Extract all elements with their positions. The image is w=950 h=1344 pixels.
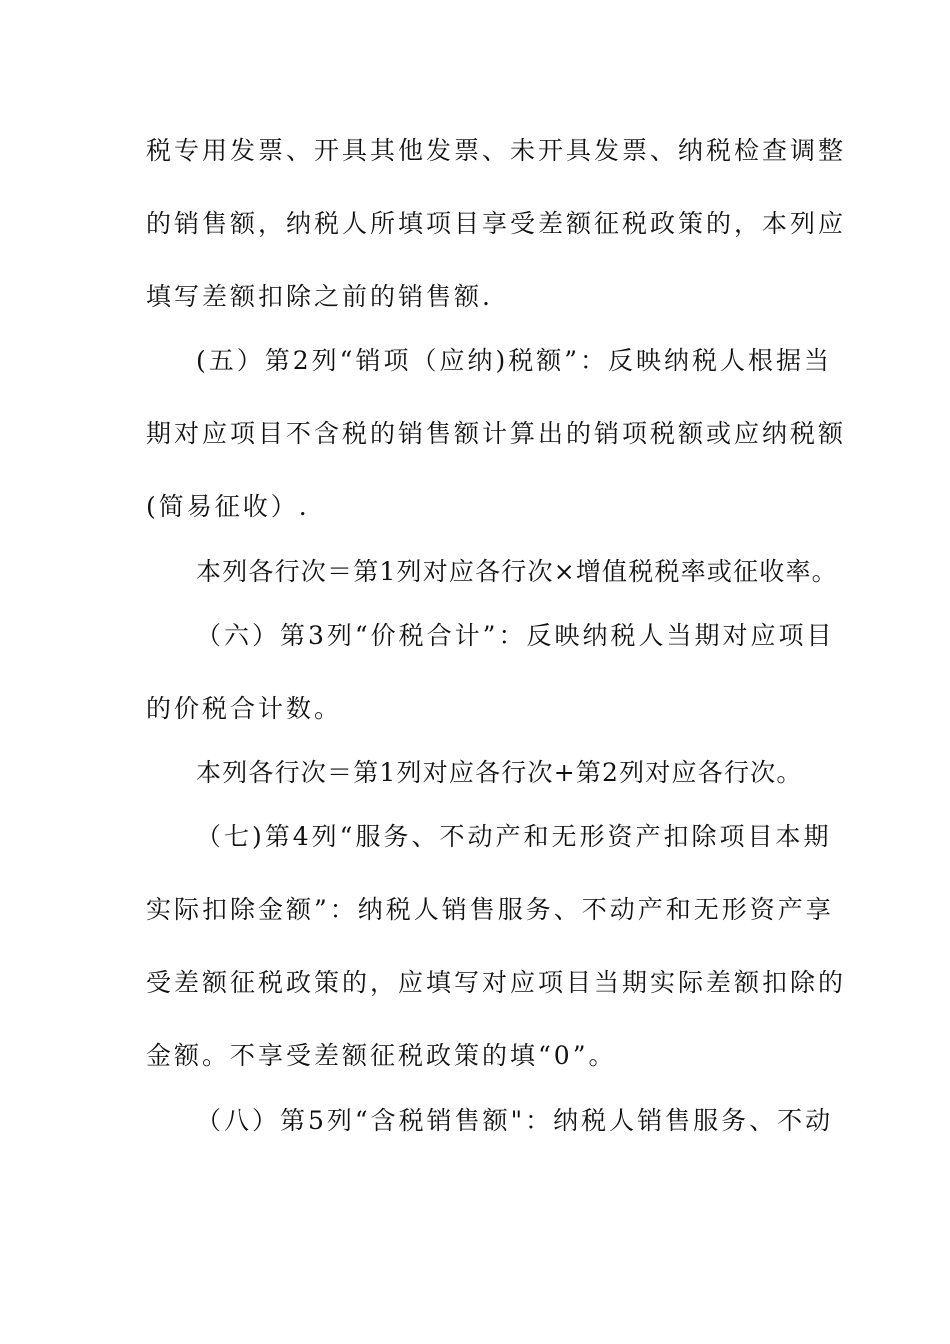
text-line: 金额。不享受差额征税政策的填“0”。 <box>146 1041 617 1070</box>
text-line: 的价税合计数。 <box>146 694 343 723</box>
formula-line: 本列各行次＝第1列对应各行次+第2列对应各行次。 <box>196 758 803 787</box>
text-line: 期对应项目不含税的销售额计算出的销项税额或应纳税额 <box>146 419 847 448</box>
text-line: 填写差额扣除之前的销售额. <box>146 282 493 311</box>
text-line: 受差额征税政策的，应填写对应项目当期实际差额扣除的 <box>146 968 847 997</box>
paragraph-heading-6: （六）第3列“价税合计”：反映纳税人当期对应项目 <box>196 621 835 650</box>
text-line: 实际扣除金额”：纳税人销售服务、不动产和无形资产享 <box>146 895 834 924</box>
paragraph-heading-7: （七)第4列“服务、不动产和无形资产扣除项目本期 <box>196 822 832 851</box>
text-line: (简易征收）. <box>146 492 310 521</box>
paragraph-heading-8: （八）第5列“含税销售额"：纳税人销售服务、不动 <box>196 1106 834 1135</box>
text-line: 的销售额，纳税人所填项目享受差额征税政策的，本列应 <box>146 209 847 238</box>
formula-line: 本列各行次＝第1列对应各行次×增值税税率或征收率。 <box>196 557 838 586</box>
text-line: 税专用发票、开具其他发票、未开具发票、纳税检查调整 <box>146 136 847 165</box>
paragraph-heading-5: (五）第2列“销项（应纳)税额”：反映纳税人根据当 <box>196 346 832 375</box>
